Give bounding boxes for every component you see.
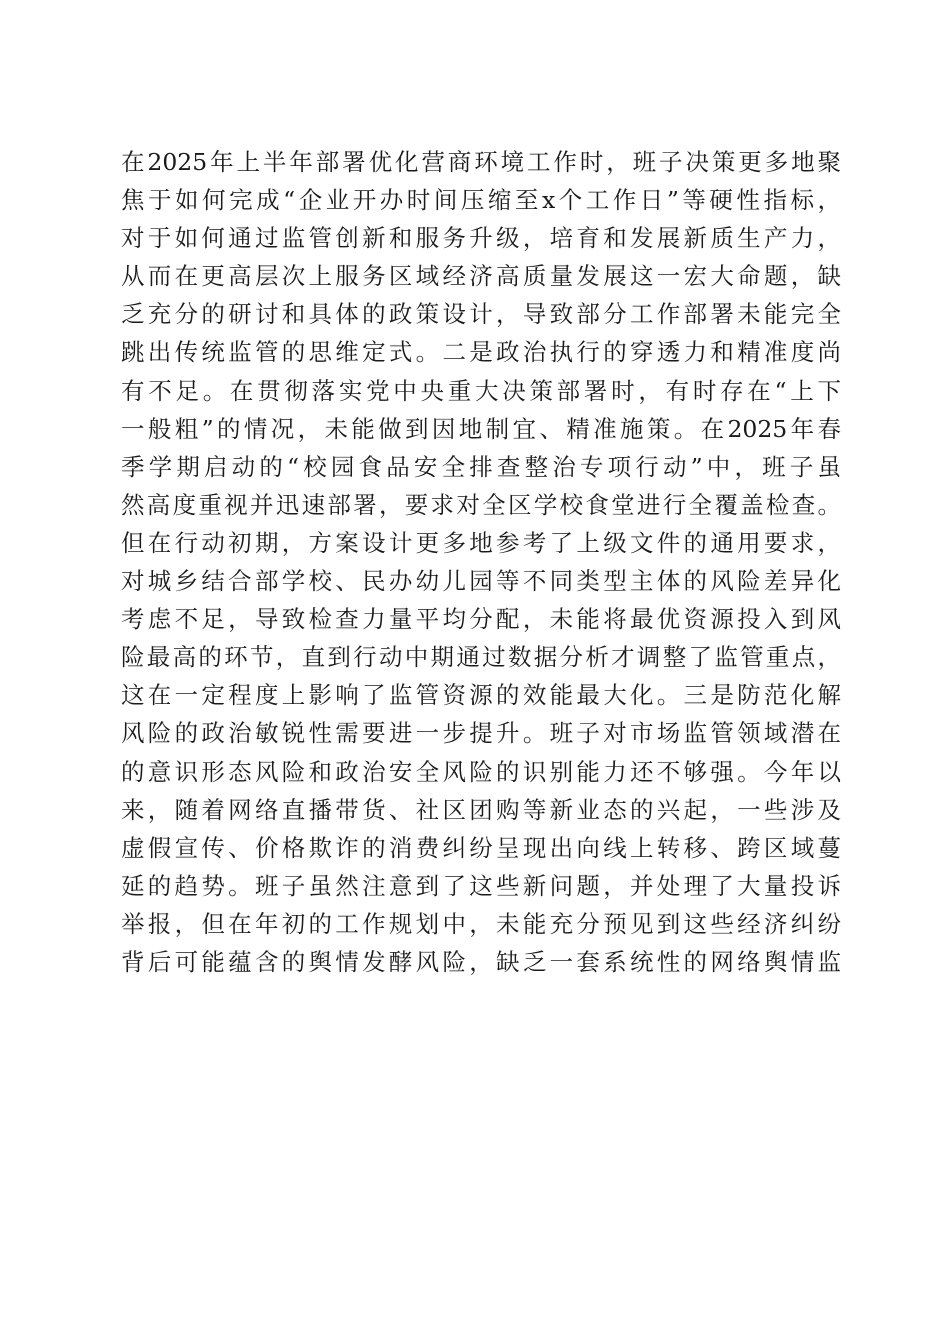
text-line: 从而在更高层次上服务区域经济高质量发展这一宏大命题，缺 [121, 262, 841, 291]
text-line: 险最高的环节，直到行动中期通过数据分析才调整了监管重点， [121, 643, 841, 672]
text-line: 跳出传统监管的思维定式。二是政治执行的穿透力和精准度尚 [121, 338, 841, 367]
text-line: 乏充分的研讨和具体的政策设计，导致部分工作部署未能完全 [121, 300, 841, 329]
text-line: 延的趋势。班子虽然注意到了这些新问题，并处理了大量投诉 [121, 871, 841, 900]
text-line: 的意识形态风险和政治安全风险的识别能力还不够强。今年以 [121, 757, 841, 786]
text-line: 背后可能蕴含的舆情发酵风险，缺乏一套系统性的网络舆情监 [121, 947, 841, 976]
text-line: 对于如何通过监管创新和服务升级，培育和发展新质生产力， [121, 224, 841, 253]
text-line: 然高度重视并迅速部署，要求对全区学校食堂进行全覆盖检查。 [121, 490, 841, 519]
body-paragraph [121, 143, 841, 981]
text-line: 焦于如何完成“企业开办时间压缩至x个工作日”等硬性指标， [121, 186, 841, 215]
text-line: 季学期启动的“校园食品安全排查整治专项行动”中，班子虽 [121, 452, 841, 481]
text-line: 在2025年上半年部署优化营商环境工作时，班子决策更多地聚 [121, 148, 841, 176]
text-line: 风险的政治敏锐性需要进一步提升。班子对市场监管领域潜在 [121, 719, 841, 748]
text-line: 虚假宣传、价格欺诈的消费纠纷呈现出向线上转移、跨区域蔓 [121, 833, 841, 862]
text-line: 这在一定程度上影响了监管资源的效能最大化。三是防范化解 [121, 681, 841, 710]
text-line: 举报，但在年初的工作规划中，未能充分预见到这些经济纠纷 [121, 909, 841, 938]
text-line: 对城乡结合部学校、民办幼儿园等不同类型主体的风险差异化 [121, 567, 841, 596]
text-line: 一般粗”的情况，未能做到因地制宜、精准施策。在2025年春 [121, 414, 841, 443]
text-line: 考虑不足，导致检查力量平均分配，未能将最优资源投入到风 [121, 605, 841, 634]
text-line: 但在行动初期，方案设计更多地参考了上级文件的通用要求， [121, 528, 841, 557]
text-line: 有不足。在贯彻落实党中央重大决策部署时，有时存在“上下 [121, 376, 841, 405]
text-line: 来，随着网络直播带货、社区团购等新业态的兴起，一些涉及 [121, 795, 841, 824]
